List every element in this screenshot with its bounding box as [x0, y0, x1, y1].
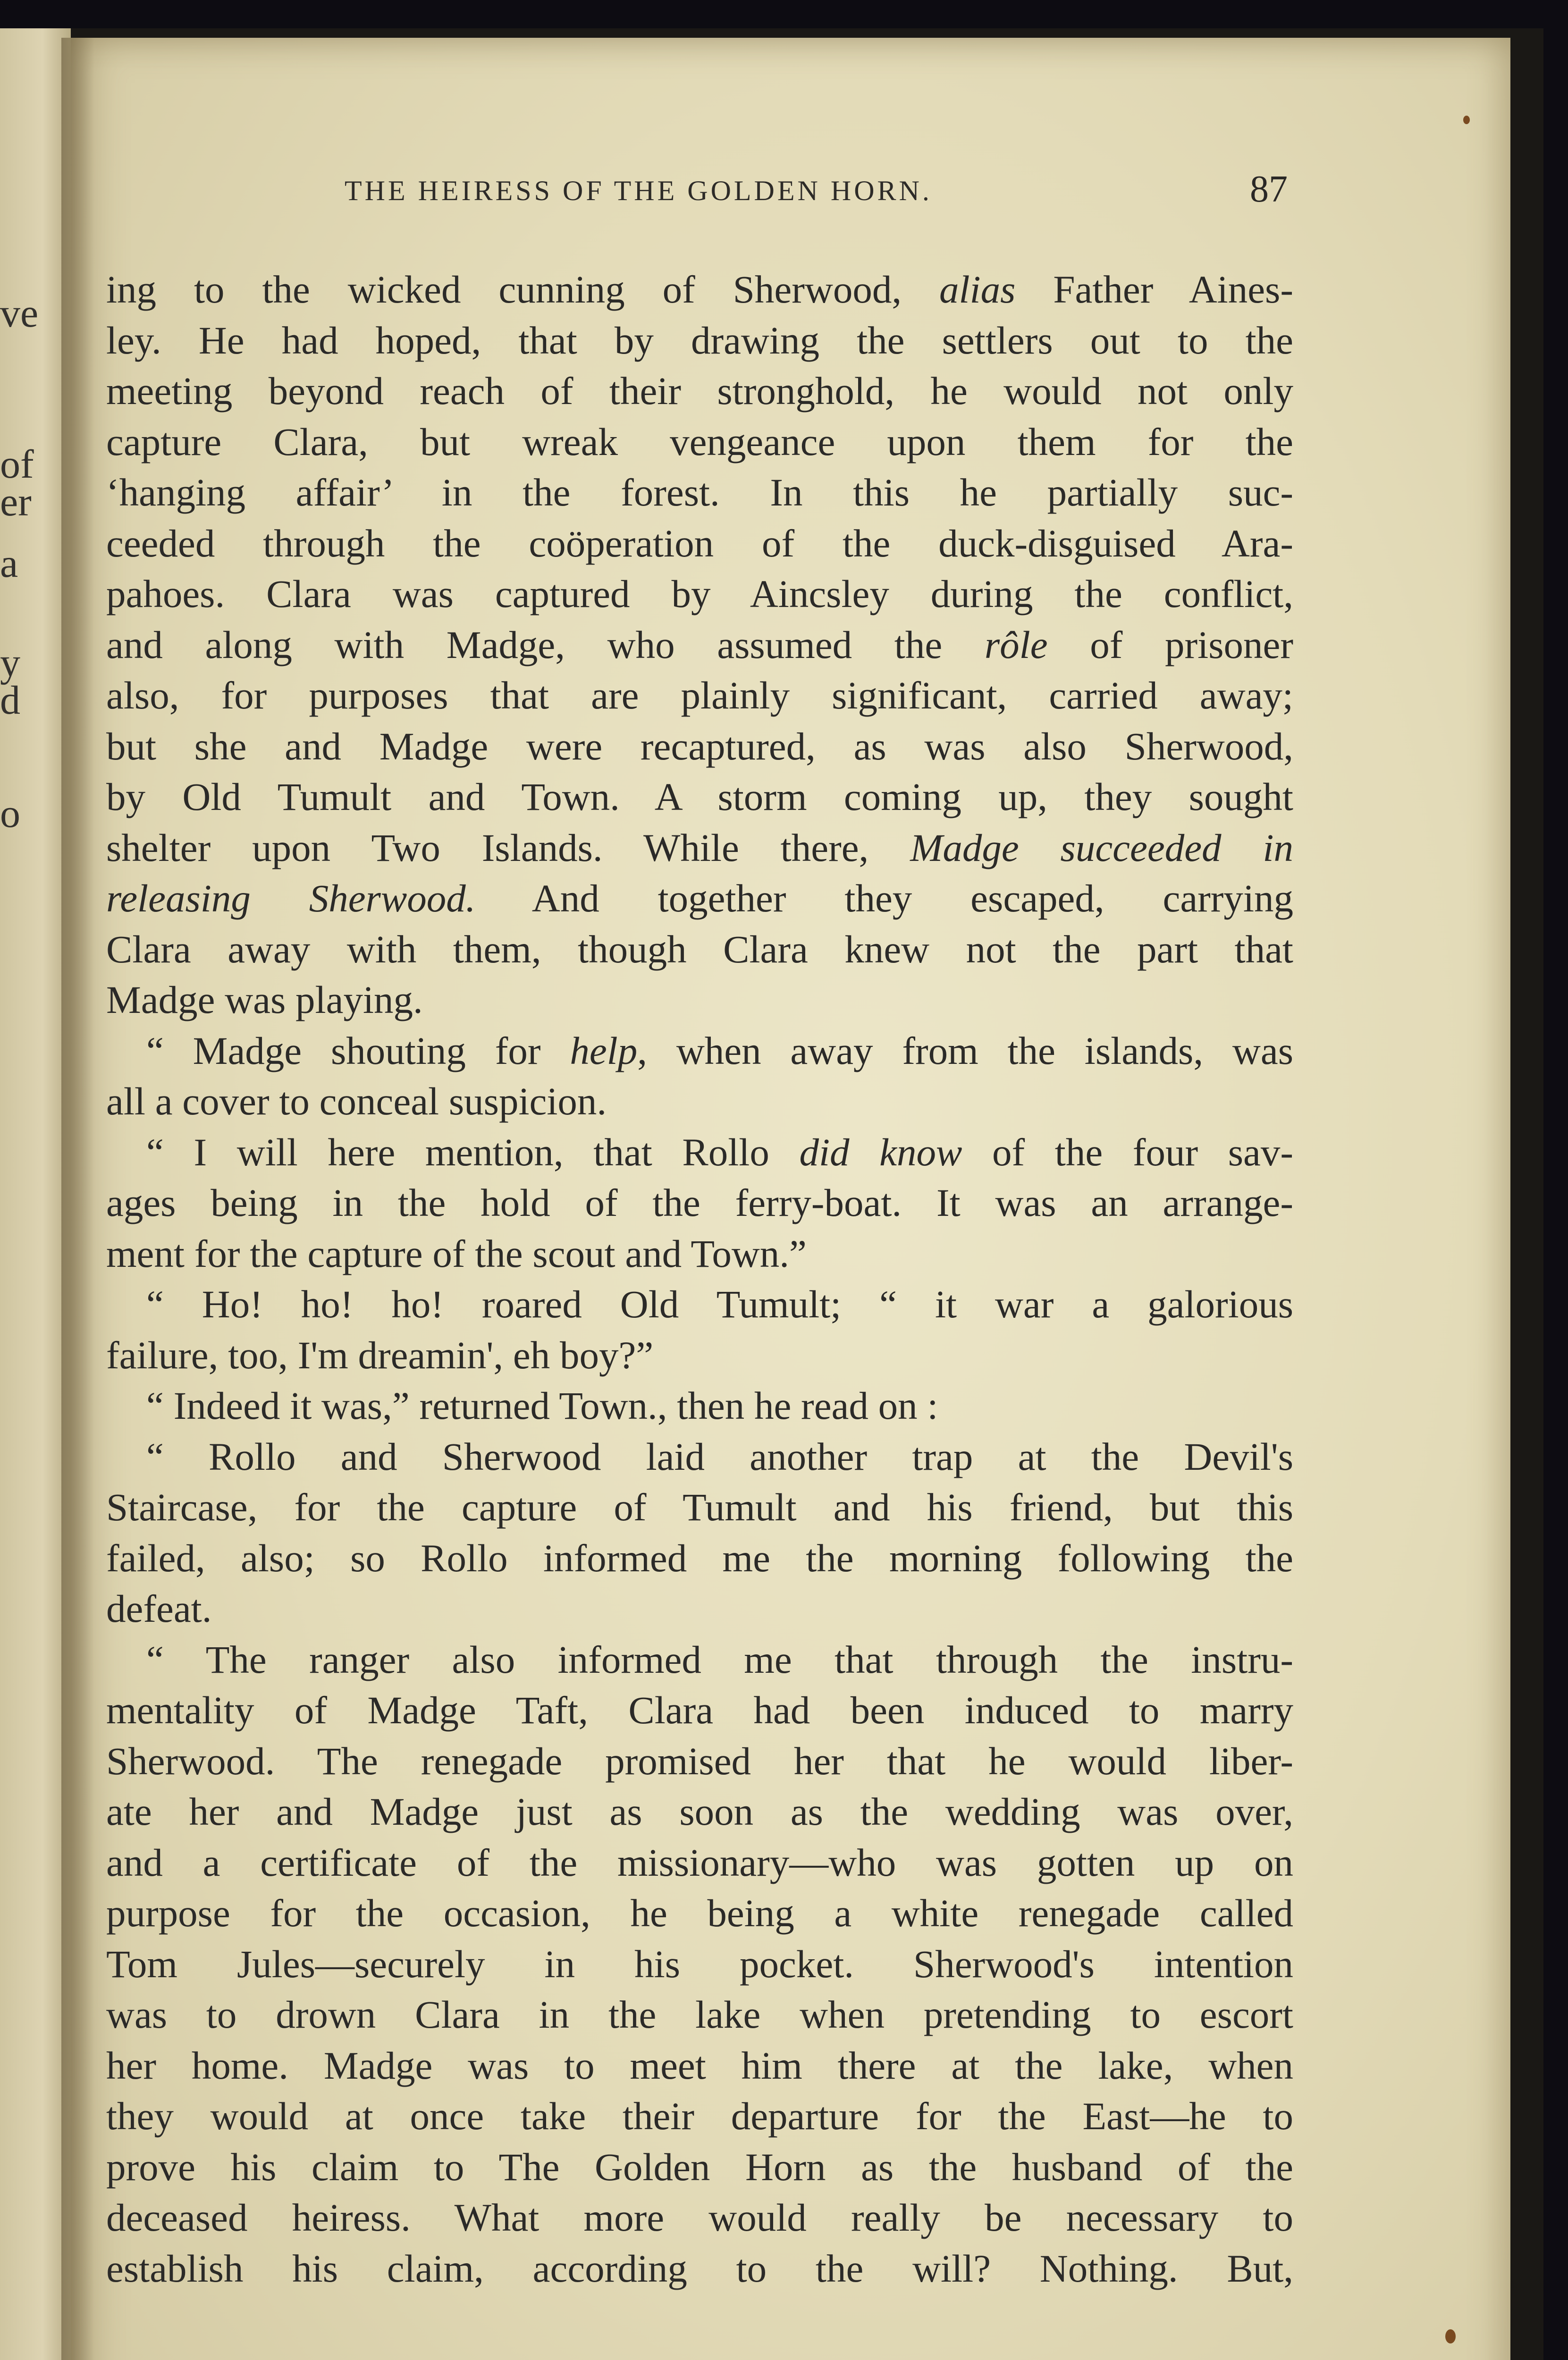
text-line	[106, 1837, 1293, 1888]
text-segment: purpose for the occasion, he being a white renegade called	[106, 1891, 1293, 1935]
text-segment: mentality of Madge Taft, Clara had been induced to marry	[106, 1688, 1293, 1732]
text-segment: ‘hanging affair’ in the forest. In this he partially suc-	[106, 471, 1293, 514]
text-segment: “ Madge shouting for	[146, 1028, 570, 1072]
text-line	[106, 1127, 1293, 1178]
text-segment: of the four sav-	[962, 1130, 1293, 1174]
previous-page-fragment: ve	[0, 290, 39, 336]
text-segment: ing to the wicked cunning of Sherwood,	[106, 268, 939, 311]
italic-text-segment: Madge succeeded in	[910, 826, 1293, 869]
text-line	[106, 1381, 1293, 1432]
text-segment: shelter upon Two Islands. While there,	[106, 826, 910, 869]
text-line	[106, 924, 1293, 975]
text-segment: pahoes. Clara was captured by Aincsley during the conflict,	[106, 572, 1293, 615]
text-segment: also, for purposes that are plainly significant, carried away;	[106, 674, 1293, 717]
text-line	[106, 1330, 1293, 1381]
previous-page-fragment: d	[0, 677, 20, 723]
text-line	[106, 1432, 1293, 1483]
italic-text-segment: did know	[799, 1130, 962, 1174]
text-line	[106, 772, 1293, 823]
text-line	[106, 315, 1293, 366]
text-segment: ley. He had hoped, that by drawing the settlers out to the	[106, 318, 1293, 362]
text-segment: prove his claim to The Golden Horn as the husband of the	[106, 2145, 1293, 2189]
text-line	[106, 670, 1293, 721]
text-segment: deceased heiress. What more would really be necessary to	[106, 2196, 1293, 2239]
text-segment: was to drown Clara in the lake when pretending to escort	[106, 1993, 1293, 2036]
text-line	[106, 1685, 1293, 1736]
text-segment: “ The ranger also informed me that through the instru-	[146, 1637, 1293, 1681]
text-line	[106, 721, 1293, 772]
text-segment: defeat.	[106, 1587, 212, 1630]
text-segment: and along with Madge, who assumed the	[106, 623, 985, 666]
previous-page-edge	[0, 28, 71, 2360]
text-line	[106, 1888, 1293, 1939]
text-line	[106, 467, 1293, 518]
text-line	[106, 1229, 1293, 1280]
text-line	[106, 1482, 1293, 1533]
paper-speck	[1445, 2329, 1456, 2343]
text-line	[106, 620, 1293, 671]
text-segment: and a certificate of the missionary—who was gotten up on	[106, 1840, 1293, 1884]
text-line	[106, 1076, 1293, 1127]
italic-text-segment: help	[570, 1028, 638, 1072]
text-line	[106, 1533, 1293, 1584]
text-segment: ages being in the hold of the ferry-boat. It was an arrange-	[106, 1181, 1293, 1224]
text-line	[106, 366, 1293, 417]
text-line	[106, 1939, 1293, 1990]
text-line	[106, 1635, 1293, 1686]
text-line	[106, 873, 1293, 924]
text-line	[106, 2142, 1293, 2193]
text-line	[106, 264, 1293, 315]
text-segment: “ I will here mention, that Rollo	[146, 1130, 800, 1174]
text-segment: Sherwood. The renegade promised her that he would liber-	[106, 1739, 1293, 1783]
text-line	[106, 417, 1293, 468]
page-number: 87	[1250, 169, 1288, 210]
text-line	[106, 975, 1293, 1026]
text-segment: “ Indeed it was,” returned Town., then he read on :	[146, 1384, 938, 1427]
text-segment: ment for the capture of the scout and Town.”	[106, 1231, 807, 1275]
previous-page-fragment: y	[0, 640, 20, 685]
text-segment: , when away from the islands, was	[637, 1028, 1293, 1072]
text-line	[106, 1584, 1293, 1635]
text-segment: her home. Madge was to meet him there at the lake, when	[106, 2043, 1293, 2087]
text-segment: of prisoner	[1047, 623, 1293, 666]
text-segment: failed, also; so Rollo informed me the morning following the	[106, 1536, 1293, 1580]
text-line	[106, 569, 1293, 620]
text-segment: “ Ho! ho! ho! roared Old Tumult; “ it war a galorious	[146, 1282, 1293, 1326]
page-gutter-fold	[61, 38, 94, 2360]
text-segment: meeting beyond reach of their stronghold, he would not only	[106, 369, 1293, 413]
running-title: THE HEIRESS OF THE GOLDEN HORN.	[345, 175, 932, 206]
text-segment: by Old Tumult and Town. A storm coming up, they sought	[106, 775, 1293, 818]
italic-text-segment: releasing Sherwood.	[106, 877, 476, 920]
text-segment: ceeded through the coöperation of the duck-disguised Ara-	[106, 521, 1293, 565]
text-segment: all a cover to conceal suspicion.	[106, 1079, 607, 1123]
text-segment: “ Rollo and Sherwood laid another trap at the Devil's	[146, 1434, 1293, 1478]
text-segment: capture Clara, but wreak vengeance upon them for the	[106, 420, 1293, 464]
text-segment: ate her and Madge just as soon as the wedding was over,	[106, 1790, 1293, 1833]
text-segment: Clara away with them, though Clara knew not the part that	[106, 927, 1293, 971]
text-line	[106, 1178, 1293, 1229]
text-line	[106, 1787, 1293, 1837]
italic-text-segment: rôle	[984, 623, 1048, 666]
text-segment: Father Aines-	[1015, 268, 1293, 311]
text-line	[106, 518, 1293, 569]
text-line	[106, 1736, 1293, 1787]
text-segment: establish his claim, according to the will? Nothing. But,	[106, 2246, 1293, 2290]
text-line	[106, 1026, 1293, 1077]
paper-speck	[1463, 116, 1470, 124]
previous-page-fragment: o	[0, 791, 20, 836]
text-line	[106, 2091, 1293, 2142]
italic-text-segment: alias	[939, 268, 1016, 311]
text-segment: but she and Madge were recaptured, as was also Sherwood,	[106, 724, 1293, 768]
text-segment: Tom Jules—securely in his pocket. Sherwood's intention	[106, 1942, 1293, 1986]
text-segment: they would at once take their departure for the East—he to	[106, 2094, 1293, 2138]
previous-page-fragment: a	[0, 540, 18, 586]
text-segment: failure, too, I'm dreamin', eh boy?”	[106, 1333, 654, 1377]
previous-page-fragment: of	[0, 441, 34, 487]
text-segment: Staircase, for the capture of Tumult and his friend, but this	[106, 1485, 1293, 1529]
text-line	[106, 823, 1293, 874]
text-line	[106, 1989, 1293, 2040]
body-text	[106, 264, 1293, 2294]
text-line	[106, 2040, 1293, 2091]
previous-page-fragment: er	[0, 479, 32, 524]
text-line	[106, 1279, 1293, 1330]
text-line	[106, 2192, 1293, 2243]
text-segment: And together they escaped, carrying	[475, 877, 1293, 920]
text-line	[106, 2243, 1293, 2294]
text-segment: Madge was playing.	[106, 978, 423, 1021]
